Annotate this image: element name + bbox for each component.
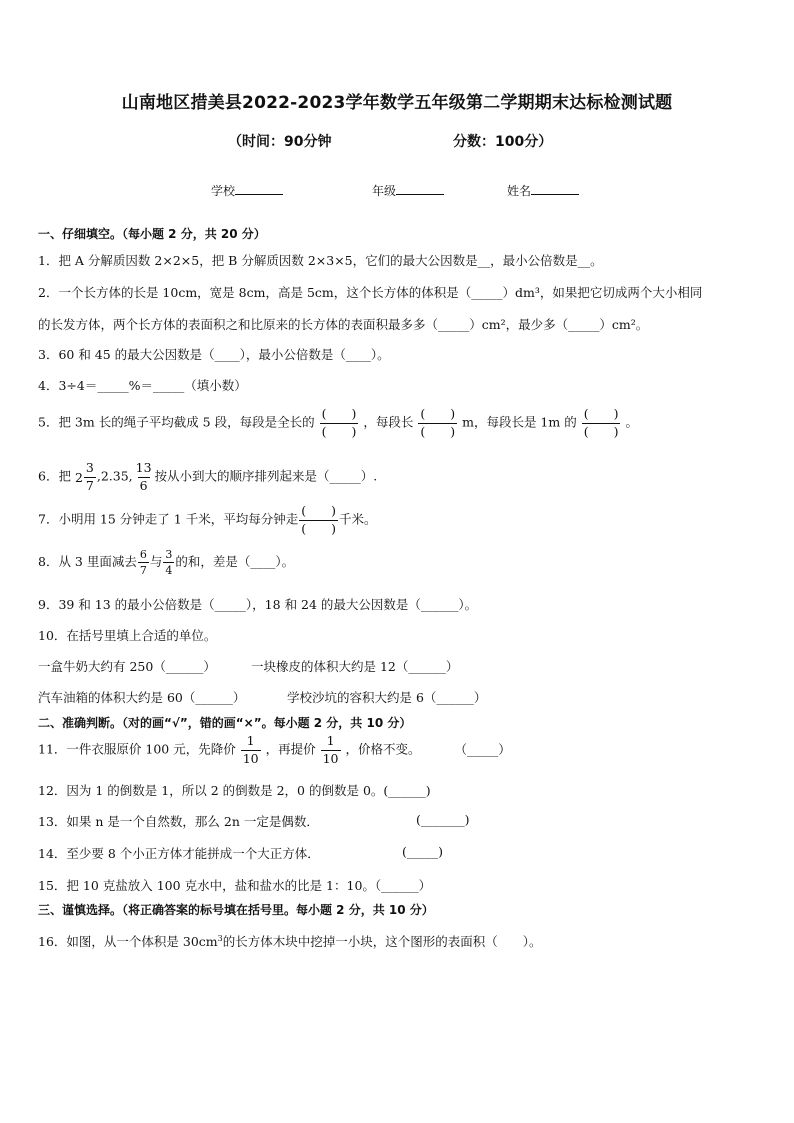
q16-text-a: 16．如图，从一个体积是 30cm [38, 934, 218, 949]
q5-blank-fraction-3[interactable]: $\frac{( )}{( )}$ [583, 406, 619, 439]
section1-heading: 一、仔细填空。（每小题 2 分，共 20 分） [38, 227, 266, 241]
q16-text-b: 的长方体木块中挖掉一小块，这个图形的表面积（ ）。 [222, 934, 542, 949]
q6-text-b: 按从小到大的顺序排列起来是（_____）. [154, 468, 378, 484]
q8-fraction-2: $\frac{3}{4}$ [165, 548, 173, 577]
q8-text-b: 的和，差是（____）。 [175, 554, 295, 569]
q6-mixed-number: 2 $\frac{3}{7}$ [74, 460, 94, 493]
question-8 [38, 549, 294, 576]
q14-answer[interactable]: (_____) [402, 844, 444, 859]
name-blank[interactable] [531, 182, 579, 195]
grade-blank[interactable] [396, 182, 444, 195]
question-2-line2: 的长发方体，两个长方体的表面积之和比原来的长方体的表面积最多多（_____）cm²，最少多（_____）cm²。 [38, 317, 649, 332]
question-9: 9．39 和 13 的最小公倍数是（_____），18 和 24 的最大公因数是（______）。 [38, 597, 478, 612]
q7-text-b: 千米。 [338, 511, 377, 527]
grade-label: 年级 [372, 184, 397, 198]
q5-blank-fraction-2[interactable]: $\frac{( )}{( )}$ [420, 406, 456, 439]
time-label: （时间：90分钟 [228, 134, 332, 150]
q5-text-a: 5．把 3m 长的绳子平均截成 5 段，每段是全长的 [38, 414, 315, 430]
question-10d: 学校沙坑的容积大约是 6（______） [287, 690, 487, 705]
school-label: 学校 [211, 184, 236, 198]
section2-heading: 二、准确判断。（对的画“√”，错的画“×”。每小题 2 分，共 10 分） [38, 716, 412, 730]
q8-with: 与 [149, 554, 163, 569]
q5-blank-fraction-1[interactable]: $\frac{( )}{( )}$ [321, 406, 357, 439]
question-1: 1．把 A 分解质因数 2×2×5，把 B 分解质因数 2×3×5，它们的最大公因数是__，最小公倍数是__。 [38, 253, 603, 268]
q16-superscript: 3 [217, 933, 223, 943]
q5-text-c: m，每段长是 1m 的 [462, 414, 577, 430]
grade-field [372, 182, 444, 199]
q6-middle: ,2.35, [96, 468, 133, 484]
q7-text-a: 7．小明用 15 分钟走了 1 千米，平均每分钟走 [38, 511, 299, 527]
q6-fraction: $\frac{13}{6}$ [135, 460, 152, 493]
page-title: 山南地区措美县2022-2023学年数学五年级第二学期期末达标检测试题 [121, 93, 673, 113]
question-7 [38, 505, 377, 535]
question-4: 4．3÷4＝_____%＝_____（填小数） [38, 378, 247, 393]
question-5 [38, 408, 638, 438]
question-11 [38, 735, 511, 765]
q6-text-a: 6．把 [38, 468, 71, 484]
question-10a: 一盒牛奶大约有 250（______） [38, 659, 216, 674]
question-10b: 一块橡皮的体积大约是 12（______） [251, 659, 459, 674]
q7-blank-fraction[interactable]: $\frac{( )}{( )}$ [301, 503, 336, 536]
q11-fraction-2: $\frac{1}{10}$ [322, 733, 339, 766]
school-blank[interactable] [235, 182, 283, 195]
q5-text-d: 。 [625, 414, 638, 430]
q11-answer[interactable]: （_____） [454, 741, 511, 757]
score-label: 分数：100分） [453, 134, 553, 150]
question-2-line1: 2．一个长方体的长是 10cm，宽是 8cm，高是 5cm，这个长方体的体积是（_____）dm³，如果把它切成两个大小相同 [38, 285, 703, 300]
name-field [507, 182, 579, 199]
q11-text-a: 11．一件衣服原价 100 元，先降价 [38, 741, 236, 757]
question-6 [38, 462, 377, 492]
question-12: 12．因为 1 的倒数是 1，所以 2 的倒数是 2，0 的倒数是 0。(______) [38, 783, 431, 798]
question-13: 13．如果 n 是一个自然数，那么 2n 一定是偶数． [38, 814, 319, 829]
q8-fraction-1: $\frac{6}{7}$ [139, 548, 147, 577]
question-15: 15．把 10 克盐放入 100 克水中，盐和盐水的比是 1：10。（______） [38, 878, 432, 893]
question-10: 10．在括号里填上合适的单位。 [38, 628, 217, 643]
q11-fraction-1: $\frac{1}{10}$ [242, 733, 259, 766]
school-field [211, 182, 283, 199]
question-3: 3．60 和 45 的最大公因数是（____），最小公倍数是（____）。 [38, 347, 390, 362]
q8-text-a: 8．从 3 里面减去 [38, 554, 137, 569]
q11-text-c: ，价格不变。 [345, 741, 421, 757]
question-10c: 汽车油箱的体积大约是 60（______） [38, 690, 246, 705]
q13-answer[interactable]: (_______) [416, 812, 470, 827]
question-16 [38, 932, 542, 950]
q5-text-b: ，每段长 [363, 414, 414, 430]
q11-text-b: ，再提价 [265, 741, 316, 757]
name-label: 姓名 [507, 184, 532, 198]
question-14: 14．至少要 8 个小正方体才能拼成一个大正方体． [38, 846, 320, 861]
section3-heading: 三、谨慎选择。（将正确答案的标号填在括号里。每小题 2 分，共 10 分） [38, 903, 434, 917]
